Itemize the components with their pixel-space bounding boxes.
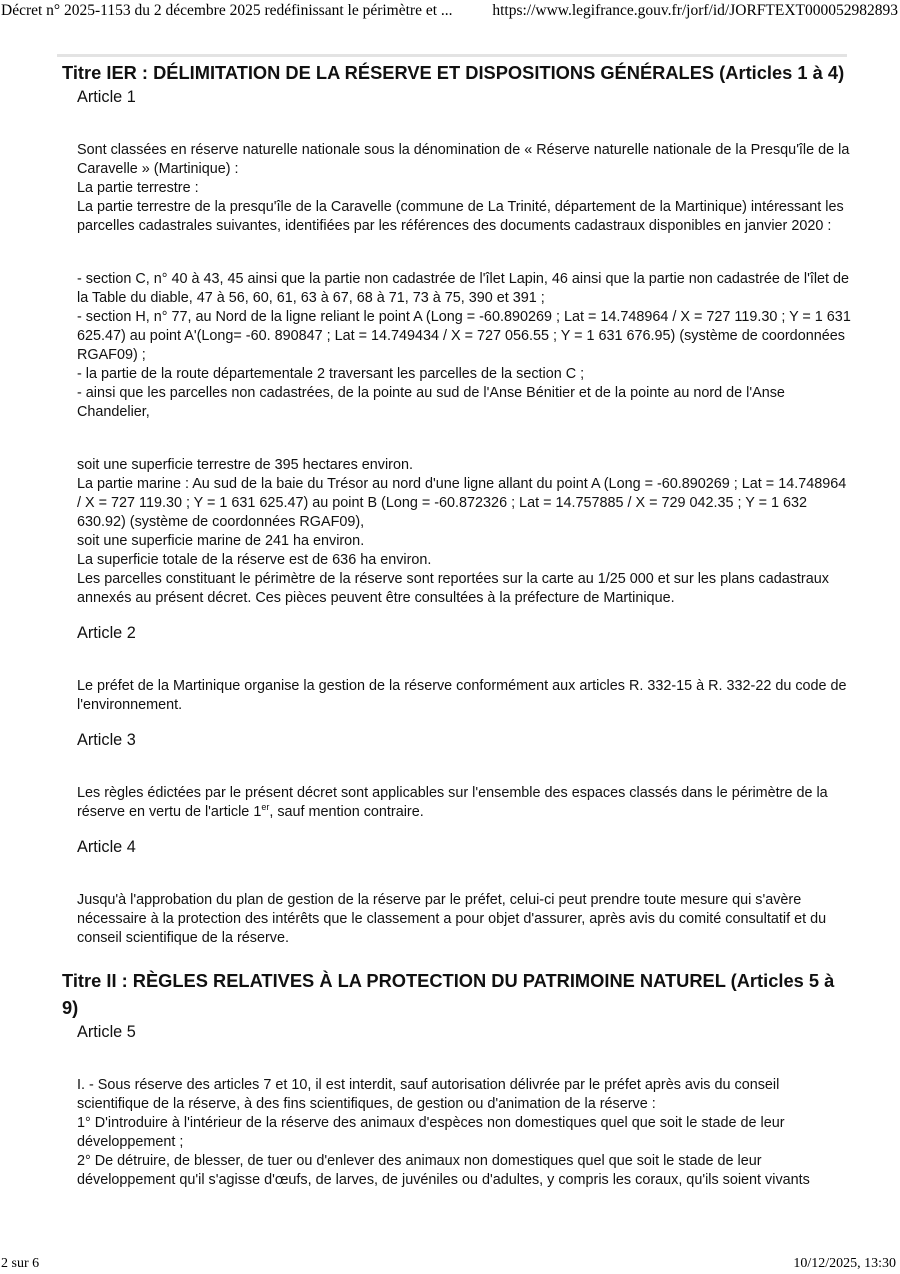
article-1-line: soit une superficie terrestre de 395 hectares environ. — [77, 457, 413, 473]
print-page-title: Décret n° 2025-1153 du 2 décembre 2025 redéfinissant le périmètre et ... — [1, 2, 453, 19]
article-1-heading: Article 1 — [77, 88, 136, 106]
article-4-body — [77, 891, 852, 948]
article-1-line: soit une superficie marine de 241 ha environ. — [77, 533, 365, 549]
article-5-heading: Article 5 — [77, 1023, 136, 1041]
article-1-line: La partie terrestre : — [77, 180, 199, 196]
top-divider — [57, 54, 847, 57]
article-3-text — [77, 784, 852, 822]
article-1-line: - section C, n° 40 à 43, 45 ainsi que la partie non cadastrée de l'îlet Lapin, 46 ainsi que la partie non cadastrée de l'îlet de la Table du diable, 47 à 56, 60, 61, 63 à 67, 68 à 71, 73 à 75, 390 et 391 ; — [77, 271, 850, 306]
article-3-superscript: er — [261, 802, 270, 812]
article-5-line: 2° De détruire, de blesser, de tuer ou d'enlever des animaux non domestiques quel que soit le stade de leur développement qu'il s'agisse d'œufs, de larves, de juvéniles ou d'adultes, y compris les coraux, qu'ils soient vivants — [77, 1153, 810, 1188]
print-url: https://www.legifrance.gouv.fr/jorf/id/JORFTEXT000052982893 — [492, 2, 898, 19]
article-1-line: Les parcelles constituant le périmètre de la réserve sont reportées sur la carte au 1/25 000 et sur les plans cadastraux annexés au présent décret. Ces pièces peuvent être consultées à la préfecture de Martinique. — [77, 571, 829, 606]
article-1-line: - section H, n° 77, au Nord de la ligne reliant le point A (Long = -60.890269 ; Lat = 14.748964 / X = 727 119.30 ; Y = 1 631 625.47) au point A'(Long= -60. 890847 ; Lat = 14.749434 / X = 727 056.55 ; Y = 1 631 676.95) (système de coordonnées RGAF09) ; — [77, 309, 851, 363]
article-3-heading: Article 3 — [77, 731, 136, 749]
print-footer — [0, 1256, 900, 1274]
article-1-line: La superficie totale de la réserve est de 636 ha environ. — [77, 552, 432, 568]
article-1-line: Sont classées en réserve naturelle nationale sous la dénomination de « Réserve naturelle nationale de la Presqu'île de la Caravelle » (Martinique) : — [77, 142, 850, 177]
print-datetime: 10/12/2025, 13:30 — [793, 1256, 896, 1271]
article-3-body — [77, 784, 852, 822]
titre-2-heading: Titre II : RÈGLES RELATIVES À LA PROTECTION DU PATRIMOINE NATUREL (Articles 5 à 9) — [62, 970, 835, 1018]
article-3-text-end: , sauf mention contraire. — [269, 804, 424, 820]
article-2-heading: Article 2 — [77, 624, 136, 642]
article-5-line: 1° D'introduire à l'intérieur de la réserve des animaux d'espèces non domestiques quel que soit le stade de leur développement ; — [77, 1115, 785, 1150]
titre-1-heading: Titre IER : DÉLIMITATION DE LA RÉSERVE ET DISPOSITIONS GÉNÉRALES (Articles 1 à 4) — [62, 62, 845, 83]
document-content — [62, 58, 852, 1190]
print-header — [0, 2, 900, 22]
article-5-line: I. - Sous réserve des articles 7 et 10, il est interdit, sauf autorisation délivrée par le préfet après avis du conseil scientifique de la réserve, à des fins scientifiques, de gestion ou d'animation de la réserve : — [77, 1077, 780, 1112]
article-4-heading: Article 4 — [77, 838, 136, 856]
article-4-text: Jusqu'à l'approbation du plan de gestion de la réserve par le préfet, celui-ci peut prendre toute mesure qui s'avère nécessaire à la protection des intérêts que le classement a pour objet d'assurer, après avis du comité consultatif et du conseil scientifique de la réserve. — [77, 892, 827, 946]
article-1-line: La partie terrestre de la presqu'île de la Caravelle (commune de La Trinité, département de la Martinique) intéressant les parcelles cadastrales suivantes, identifiées par les références des documents cadastraux disponibles en janvier 2020 : — [77, 199, 844, 234]
article-1-body — [77, 141, 852, 608]
article-2-body — [77, 677, 852, 715]
page-indicator: 2 sur 6 — [1, 1256, 40, 1271]
article-1-line: - ainsi que les parcelles non cadastrées, de la pointe au sud de l'Anse Bénitier et de la pointe au nord de l'Anse Chandelier, — [77, 385, 785, 420]
article-5-body — [77, 1076, 852, 1190]
article-1-line: La partie marine : Au sud de la baie du Trésor au nord d'une ligne allant du point A (Long = -60.890269 ; Lat = 14.748964 / X = 727 119.30 ; Y = 1 631 625.47) au point B (Long = -60.872326 ; Lat = 14.757885 / X = 729 042.35 ; Y = 1 632 630.92) (système de coordonnées RGAF09), — [77, 476, 847, 530]
article-3-text-start: Les règles édictées par le présent décret sont applicables sur l'ensemble des espaces classés dans le périmètre de la réserve en vertu de l'article 1 — [77, 785, 828, 820]
article-1-line: - la partie de la route départementale 2 traversant les parcelles de la section C ; — [77, 366, 585, 382]
article-2-text: Le préfet de la Martinique organise la gestion de la réserve conformément aux articles R. 332-15 à R. 332-22 du code de l'environnement. — [77, 678, 847, 713]
